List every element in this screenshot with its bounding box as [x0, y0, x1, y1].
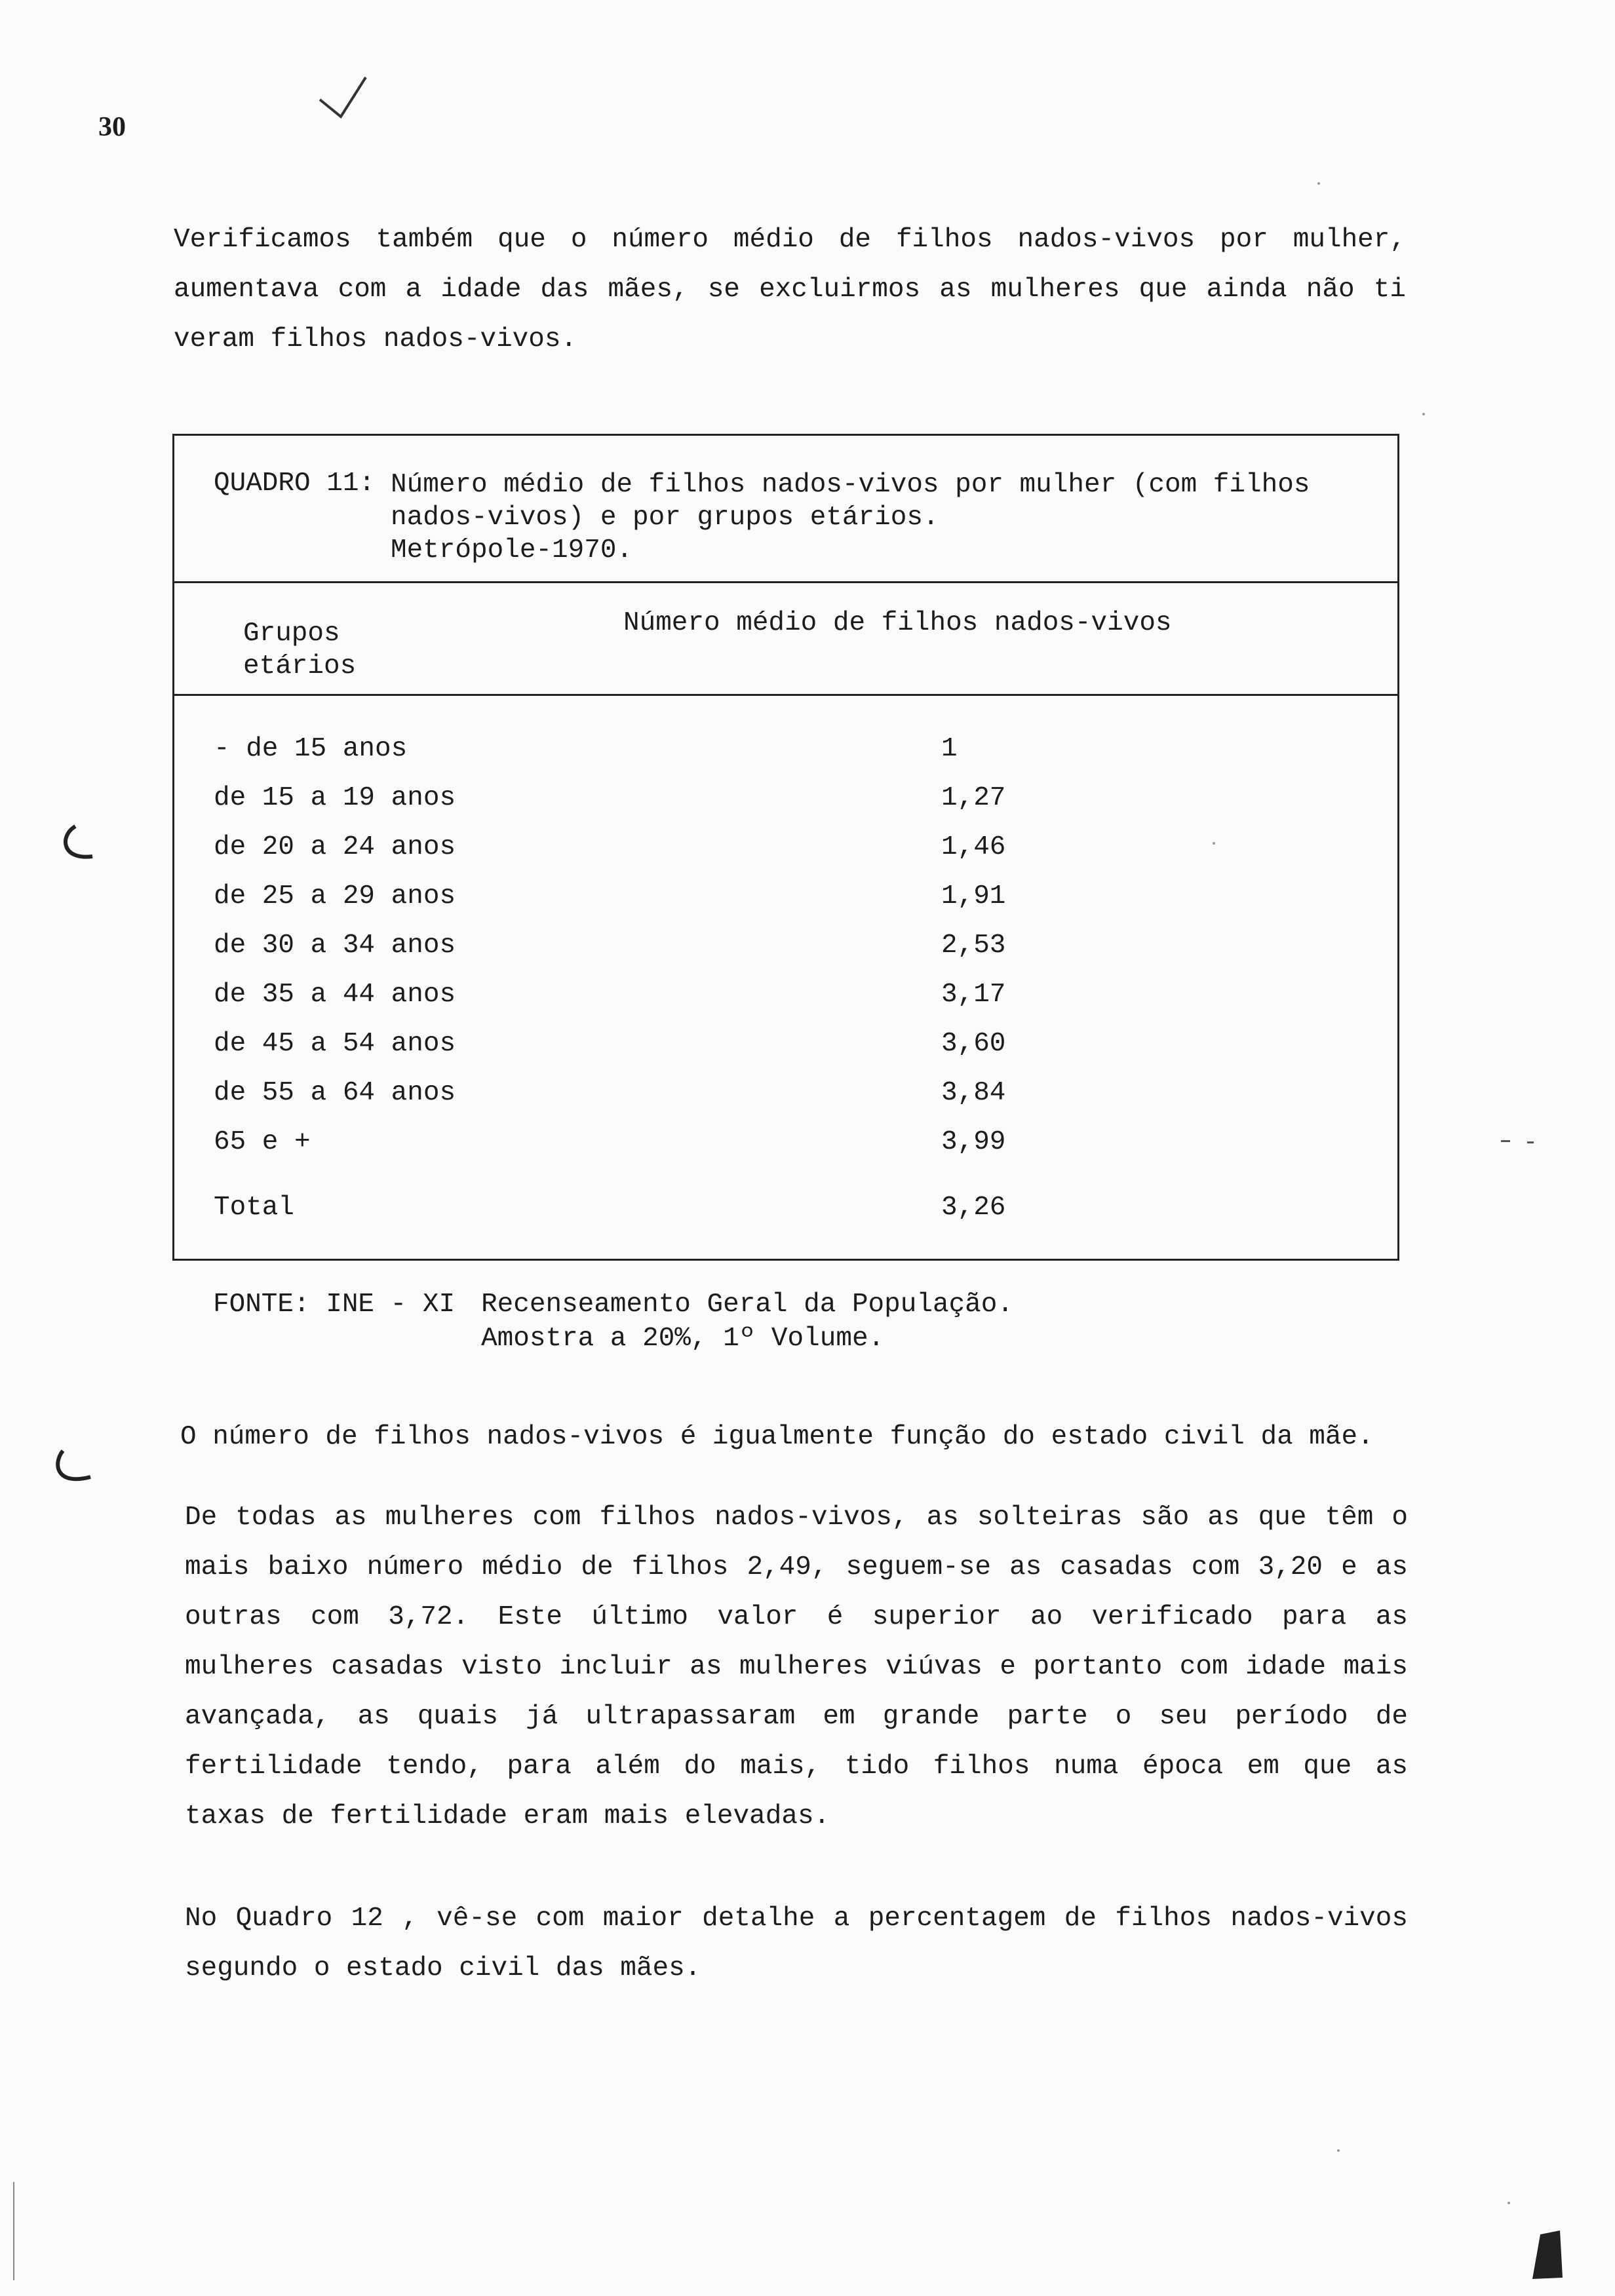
- table-quadro-11: [172, 434, 1399, 1261]
- column-header-line: Grupos: [243, 619, 340, 649]
- source-line: Recenseamento Geral da População.: [481, 1290, 1013, 1320]
- caption-line: nados-vivos) e por grupos etários.: [391, 503, 939, 533]
- column-header-mean-children: Número médio de filhos nados-vivos: [623, 608, 1172, 638]
- corner-mark-icon: [1527, 2228, 1566, 2280]
- row-value: 1: [941, 734, 958, 764]
- binding-hole-mark-icon: [56, 822, 102, 868]
- column-header-age-groups: [243, 617, 440, 683]
- row-label: de 35 a 44 anos: [214, 980, 456, 1010]
- column-header-line: etários: [243, 651, 357, 681]
- speck: [1501, 1140, 1510, 1142]
- source-layout: [213, 1288, 1013, 1356]
- paragraph-comparison: De todas as mulheres com filhos nados-vivos, as solteiras são as que têm o mais baixo número médio de filhos 2,49, seguem-se as casadas com 3,20 e as outras com 3,72. Este último valor é superior ao verificado para as mulheres casadas visto incluir as mulheres viúvas e portanto com idade mais avançada, as quais já ultrapassaram em grande parte o seu período de fertilidade tendo, para além do mais, tido filhos numa época em que as taxas de fertilidade eram mais elevadas.: [185, 1502, 1408, 1831]
- row-value: 1,46: [941, 832, 1006, 862]
- total-label: Total: [214, 1193, 295, 1223]
- speck: [1527, 1141, 1534, 1143]
- table-row: [174, 930, 1397, 970]
- row-value: 3,17: [941, 980, 1006, 1010]
- table-caption: [174, 436, 1397, 583]
- caption-line: Número médio de filhos nados-vivos por mulher (com filhos: [391, 470, 1310, 500]
- table-row: [174, 881, 1397, 921]
- page-number: 30: [98, 112, 126, 142]
- caption-label: QUADRO 11:: [214, 469, 376, 499]
- table-row-total: [174, 1193, 1397, 1232]
- scan-edge-line: [13, 2182, 14, 2280]
- table-row: [174, 783, 1397, 822]
- row-value: 3,84: [941, 1078, 1006, 1108]
- row-label: de 25 a 29 anos: [214, 881, 456, 911]
- table-source: [213, 1288, 1013, 1356]
- row-value: 1,27: [941, 783, 1006, 813]
- paragraph-intro: Verificamos também que o número médio de filhos nados-vivos por mulher, aumentava com a idade das mães, se excluirmos as mulheres que ainda não ti veram filhos nados-vivos.: [174, 225, 1406, 354]
- caption-line: Metrópole-1970.: [391, 535, 633, 565]
- check-mark-icon: [315, 72, 374, 131]
- speck: [1337, 2149, 1340, 2152]
- row-value: 2,53: [941, 930, 1006, 961]
- source-line: Amostra a 20%, 1º Volume.: [481, 1324, 885, 1354]
- table-header: [174, 583, 1397, 696]
- speck: [1317, 182, 1320, 185]
- caption-text: [391, 469, 1374, 567]
- binding-hole-mark-icon: [47, 1448, 93, 1494]
- paragraph-marital-status: O número de filhos nados-vivos é igualmente função do estado civil da mãe.: [180, 1422, 1374, 1452]
- total-value: 3,26: [941, 1193, 1006, 1223]
- row-value: 3,99: [941, 1127, 1006, 1157]
- row-label: de 45 a 54 anos: [214, 1029, 456, 1059]
- speck: [1213, 842, 1215, 845]
- paragraph-reference: No Quadro 12 , vê-se com maior detalhe a percentagem de filhos nados-vivos segundo o estado civil das mães.: [185, 1904, 1408, 1983]
- row-label: de 15 a 19 anos: [214, 783, 456, 813]
- speck: [1508, 2202, 1510, 2204]
- row-label: de 30 a 34 anos: [214, 930, 456, 961]
- table-row: [174, 1029, 1397, 1068]
- table-row: [174, 832, 1397, 871]
- table-row: [174, 1078, 1397, 1117]
- row-label: de 20 a 24 anos: [214, 832, 456, 862]
- speck: [1422, 413, 1425, 415]
- row-label: 65 e +: [214, 1127, 311, 1157]
- row-value: 3,60: [941, 1029, 1006, 1059]
- row-label: - de 15 anos: [214, 734, 408, 764]
- source-text: [481, 1288, 1013, 1356]
- table-row: [174, 1127, 1397, 1166]
- source-label: FONTE: INE - XI: [213, 1290, 456, 1320]
- table-row: [174, 734, 1397, 773]
- row-value: 1,91: [941, 881, 1006, 911]
- table-row: [174, 980, 1397, 1019]
- row-label: de 55 a 64 anos: [214, 1078, 456, 1108]
